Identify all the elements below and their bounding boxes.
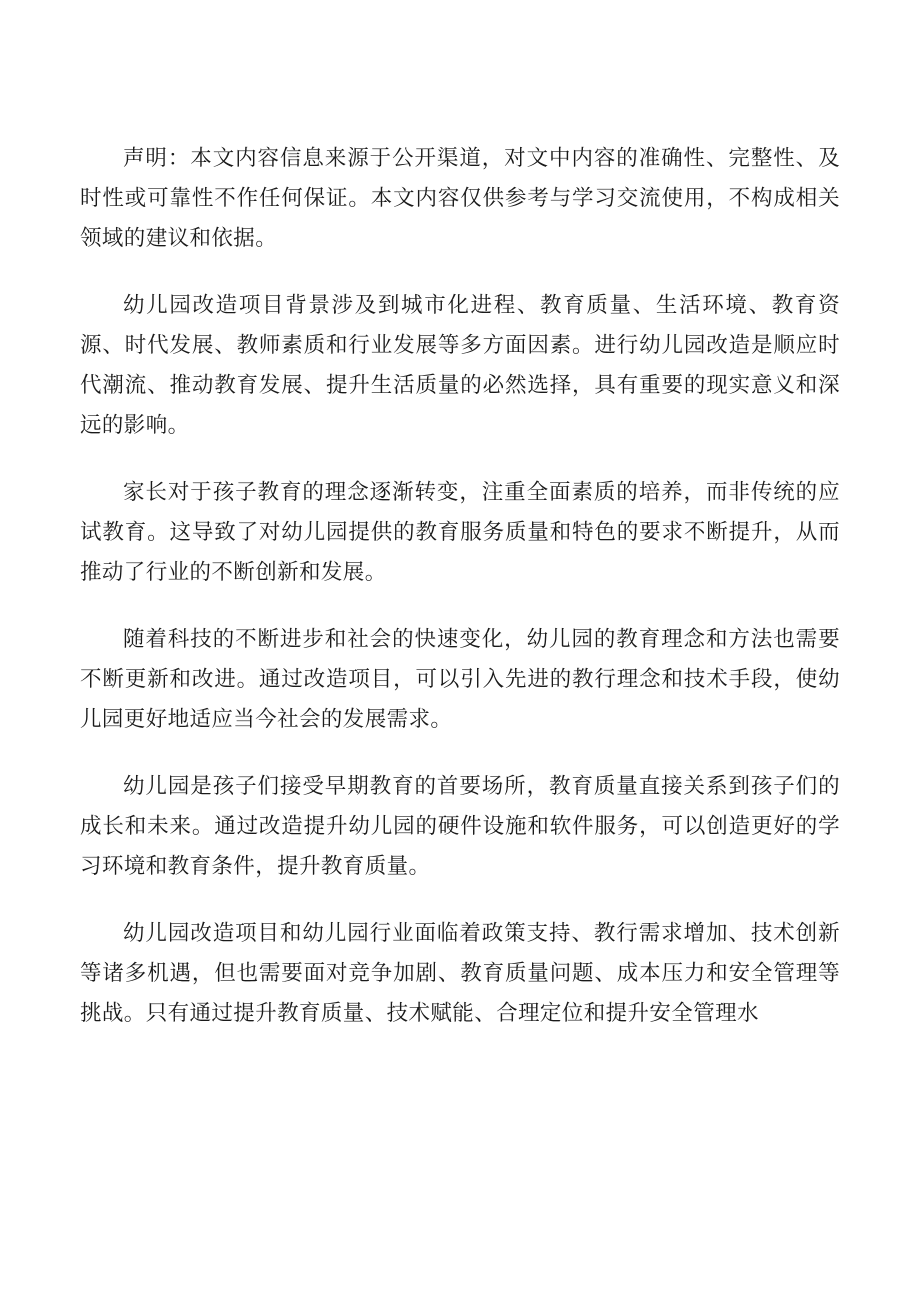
document-body: [80, 139, 840, 1061]
paragraph-parent-expectations: 家长对于孩子教育的理念逐渐转变，注重全面素质的培养，而非传统的应试教育。这导致了对幼儿园提供的教育服务质量和特色的要求不断提升，从而推动了行业的不断创新和发展。: [80, 480, 840, 585]
paragraph-opportunities-challenges: 幼儿园改造项目和幼儿园行业面临着政策支持、教行需求增加、技术创新等诸多机遇，但也需要面对竞争加剧、教育质量问题、成本压力和安全管理等挑战。只有通过提升教育质量、技术赋能、合理定位和提升安全管理水: [80, 921, 840, 1026]
paragraph-technology-progress: 随着科技的不断进步和社会的快速变化，幼儿园的教育理念和方法也需要不断更新和改进。通过改造项目，可以引入先进的教行理念和技术手段，使幼儿园更好地适应当今社会的发展需求。: [80, 627, 840, 732]
paragraph-education-quality: 幼儿园是孩子们接受早期教育的首要场所，教育质量直接关系到孩子们的成长和未来。通过改造提升幼儿园的硬件设施和软件服务，可以创造更好的学习环境和教育条件，提升教育质量。: [80, 774, 840, 879]
paragraph-project-background: 幼儿园改造项目背景涉及到城市化进程、教育质量、生活环境、教育资源、时代发展、教师素质和行业发展等多方面因素。进行幼儿园改造是顺应时代潮流、推动教育发展、提升生活质量的必然选择，具有重要的现实意义和深远的影响。: [80, 293, 840, 438]
paragraph-disclaimer: 声明：本文内容信息来源于公开渠道，对文中内容的准确性、完整性、及时性或可靠性不作任何保证。本文内容仅供参考与学习交流使用，不构成相关领域的建议和依据。: [80, 146, 840, 251]
